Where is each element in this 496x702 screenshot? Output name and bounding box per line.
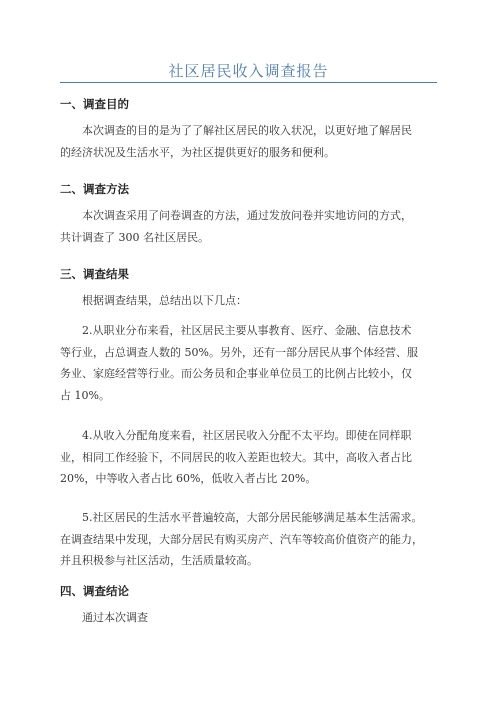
document-title: 社区居民收入调查报告 <box>168 62 329 80</box>
section-heading-purpose: 一、调查目的 <box>60 97 129 111</box>
paragraph-purpose: 本次调查的目的是为了了解社区居民的收入状况，以更好地了解居民 的经济状况及生活水平，为社区提供更好的服务和便利。 <box>60 124 412 159</box>
paragraph-conclusion: 通过本次调查 <box>60 611 148 624</box>
section-heading-conclusion: 四、调查结论 <box>60 584 129 598</box>
title-divider <box>60 82 437 83</box>
paragraph-results-intro: 根据调查结果，总结出以下几点： <box>60 294 247 307</box>
paragraph-result-distribution: 4.从收入分配角度来看，社区居民收入分配不太平均。即使在同样职 业，相同工作经验下，不同居民的收入差距也较大。其中，高收入者占比 20%，中等收入者占比 60%，低收入者占比 20%。 <box>60 429 412 485</box>
paragraph-method: 本次调查采用了问卷调查的方法，通过发放问卷并实地访问的方式， 共计调查了 300 名社区居民。 <box>60 209 412 244</box>
section-heading-method: 二、调查方法 <box>60 182 129 196</box>
section-heading-results: 三、调查结果 <box>60 267 129 281</box>
paragraph-result-living-standard: 5.社区居民的生活水平普遍较高，大部分居民能够满足基本生活需求。 在调查结果中发现，大部分居民有购买房产、汽车等较高价值资产的能力， 并且积极参与社区活动，生活质量较高。 <box>60 511 423 567</box>
paragraph-result-occupation: 2.从职业分布来看，社区居民主要从事教育、医疗、金融、信息技术 等行业，占总调查人数的 50%。另外，还有一部分居民从事个体经营、服 务业、家庭经营等行业。而公务员和企事业单位员工的比例占比较小，仅 占 10%。 <box>60 324 418 402</box>
